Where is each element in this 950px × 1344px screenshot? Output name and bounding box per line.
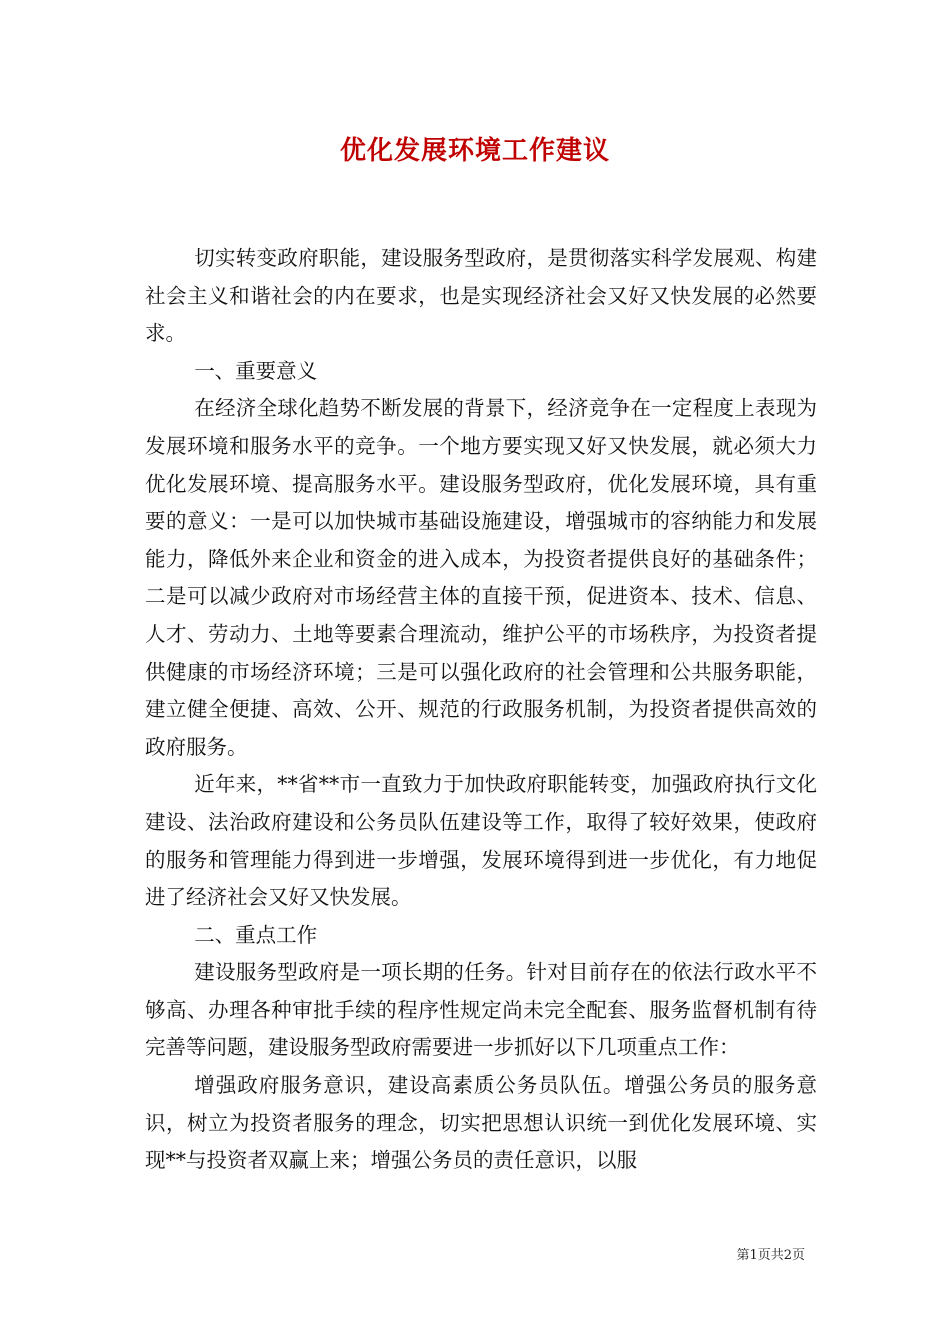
section-heading-1: 一、重要意义 [194, 358, 318, 383]
section-heading-2: 二、重点工作 [194, 922, 318, 947]
paragraph-significance: 在经济全球化趋势不断发展的背景下，经济竞争在一定程度上表现为发展环境和服务水平的竞争。一个地方要实现又好又快发展，就必须大力优化发展环境、提高服务水平。建设服务型政府，优化发展环境，具有重要的意义：一是可以加快城市基础设施建设，增强城市的容纳能力和发展能力，降低外来企业和资金的进入成本，为投资者提供良好的基础条件；二是可以减少政府对市场经营主体的直接干预，促进资本、技术、信息、人才、劳动力、土地等要素合理流动，维护公平的市场秩序，为投资者提供健康的市场经济环境；三是可以强化政府的社会管理和公共服务职能，建立健全便捷、高效、公开、规范的行政服务机制，为投资者提供高效的政府服务。 [145, 396, 817, 759]
paragraph-recent-years: 近年来，**省**市一直致力于加快政府职能转变，加强政府执行文化建设、法治政府建设和公务员队伍建设等工作，取得了较好效果，使政府的服务和管理能力得到进一步增强，发展环境得到进一步优化，有力地促进了经济社会又好又快发展。 [145, 772, 817, 910]
document-body [145, 240, 817, 1180]
document-title: 优化发展环境工作建议 [339, 136, 610, 166]
paragraph-key-work: 建设服务型政府是一项长期的任务。针对目前存在的依法行政水平不够高、办理各种审批手续的程序性规定尚未完全配套、服务监督机制有待完善等问题，建设服务型政府需要进一步抓好以下几项重点工作： [145, 960, 817, 1060]
paragraph-intro: 切实转变政府职能，建设服务型政府，是贯彻落实科学发展观、构建社会主义和谐社会的内在要求，也是实现经济社会又好又快发展的必然要求。 [145, 246, 817, 346]
paragraph-service-awareness: 增强政府服务意识，建设高素质公务员队伍。增强公务员的服务意识，树立为投资者服务的理念，切实把思想认识统一到优化发展环境、实现**与投资者双赢上来；增强公务员的责任意识，以服 [145, 1073, 817, 1173]
page-number: 第1页共2页 [736, 1248, 805, 1263]
